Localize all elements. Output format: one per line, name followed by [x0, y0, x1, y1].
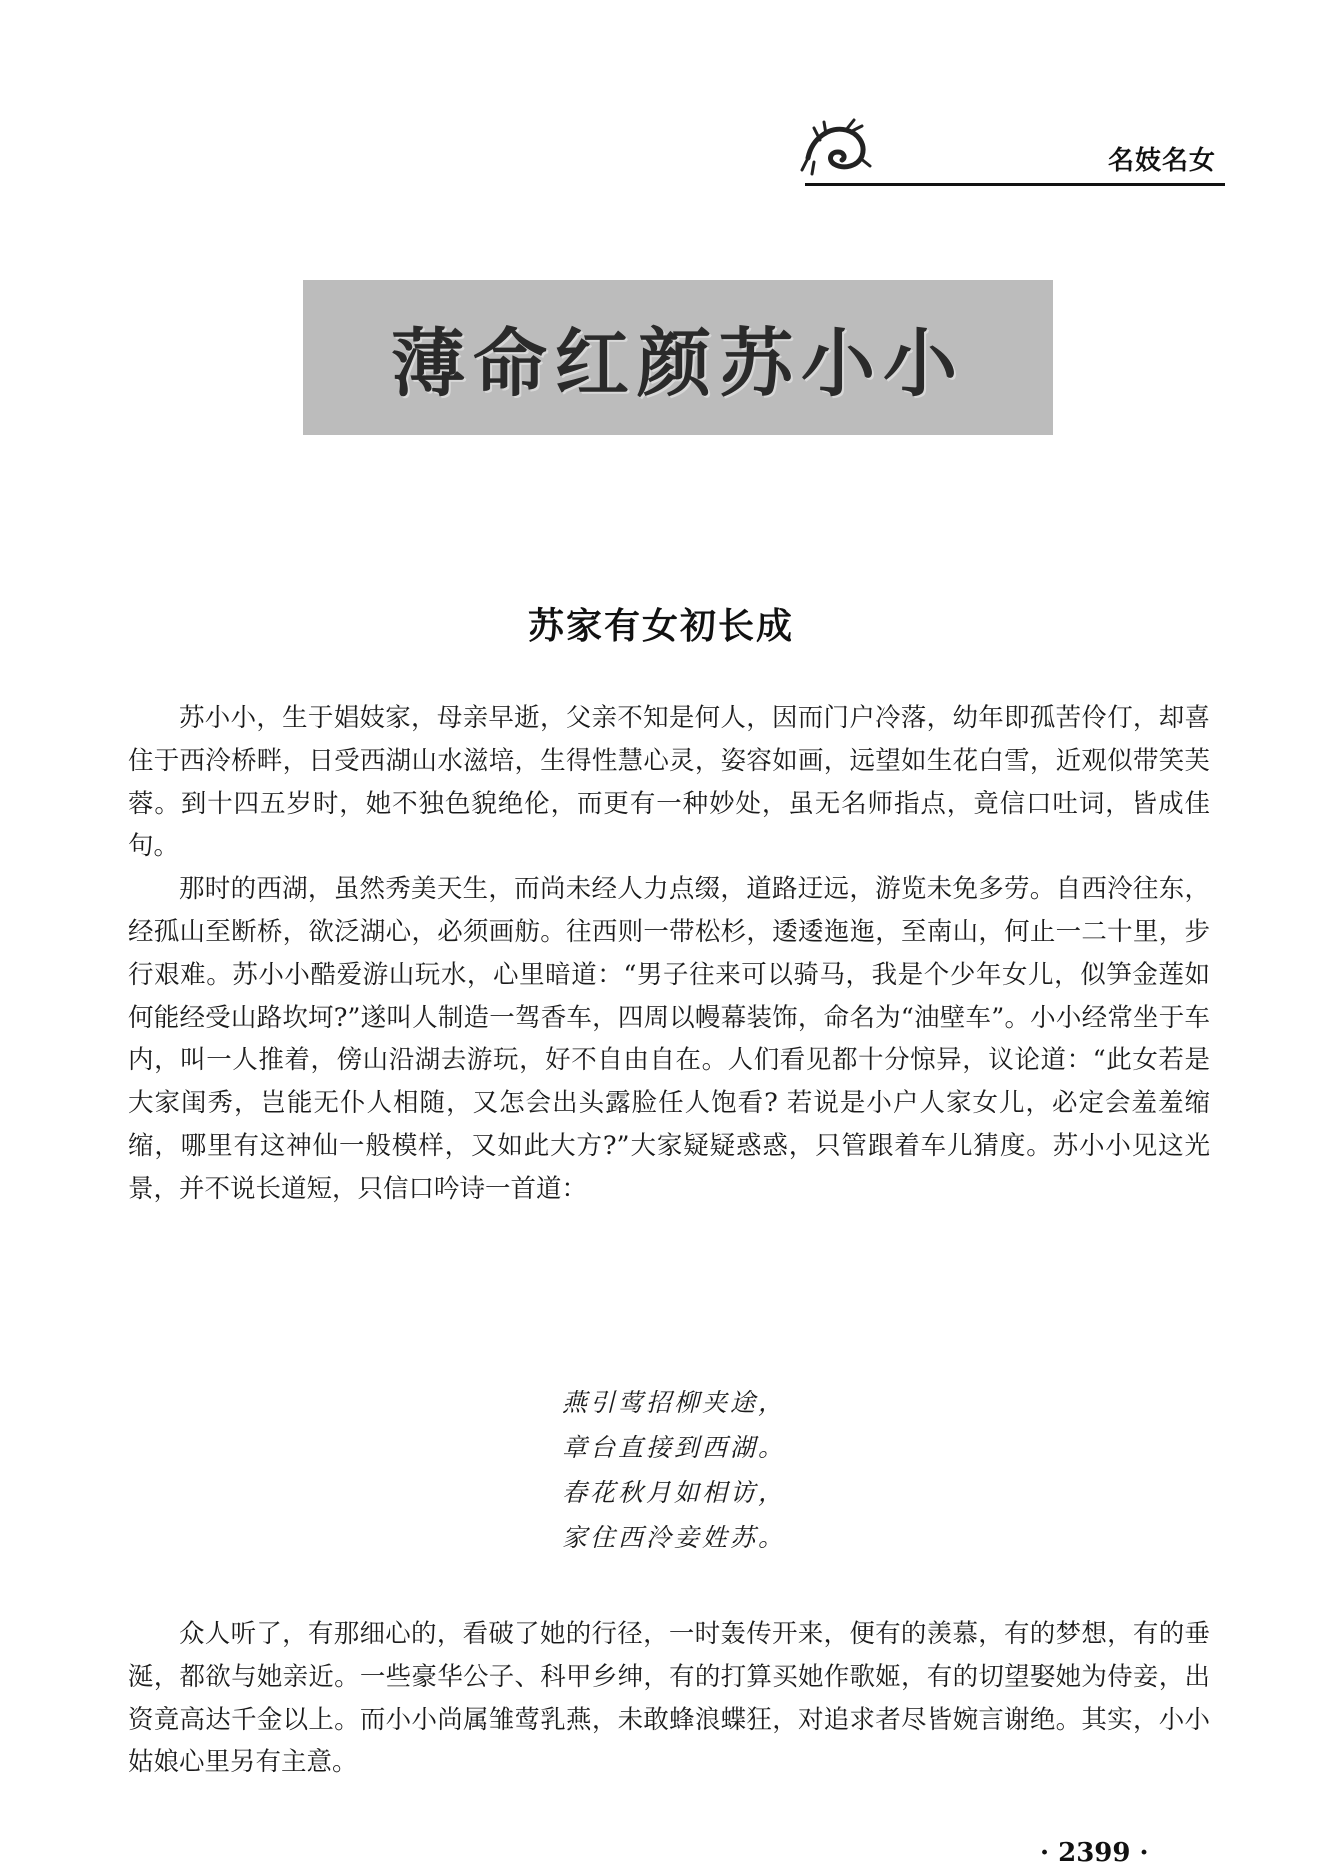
paragraph: 苏小小，生于娼妓家，母亲早逝，父亲不知是何人，因而门户冷落，幼年即孤苦伶仃，却喜住于西泠桥畔，日受西湖山水滋培，生得性慧心灵，姿容如画，远望如生花白雪，近观似带笑芙蓉。到十四五岁时，她不独色貌绝伦，而更有一种妙处，虽无名师指点，竟信口吐词，皆成佳句。	[128, 703, 1210, 862]
poem	[562, 1380, 786, 1560]
article-body	[128, 697, 1210, 1211]
section-category-title: 名妓名女	[1108, 146, 1217, 176]
page-number: · 2399 ·	[1040, 1838, 1149, 1868]
header-rule	[805, 183, 1225, 186]
section-heading: 苏家有女初长成	[527, 606, 794, 647]
article-title-banner	[303, 280, 1053, 435]
poem-line: 燕引莺招柳夹途，	[562, 1388, 787, 1417]
dragon-emblem-icon	[800, 118, 872, 176]
paragraph: 那时的西湖，虽然秀美天生，而尚未经人力点缀，道路迂远，游览未免多劳。自西泠往东，经孤山至断桥，欲泛湖心，必须画舫。往西则一带松杉，逶逶迤迤，至南山，何止一二十里，步行艰难。苏小小酷爱游山玩水，心里暗道：“男子往来可以骑马，我是个少年女儿，似笋金莲如何能经受山路坎坷?”遂叫人制造一驾香车，四周以幔幕装饰，命名为“油壁车”。小小经常坐于车内，叫一人推着，傍山沿湖去游玩，好不自由自在。人们看见都十分惊异，议论道：“此女若是大家闺秀，岂能无仆人相随，又怎会出头露脸任人饱看? 若说是小户人家女儿，必定会羞羞缩缩，哪里有这神仙一般模样，又如此大方?”大家疑疑惑惑，只管跟着车儿猜度。苏小小见这光景，并不说长道短，只信口吟诗一首道：	[128, 874, 1210, 1204]
poem-line: 春花秋月如相访，	[562, 1478, 787, 1507]
poem-line: 章台直接到西湖。	[562, 1433, 787, 1462]
poem-line: 家住西泠妾姓苏。	[562, 1523, 787, 1552]
paragraph: 众人听了，有那细心的，看破了她的行径，一时轰传开来，便有的羡慕，有的梦想，有的垂涎，都欲与她亲近。一些豪华公子、科甲乡绅，有的打算买她作歌姬，有的切望娶她为侍妾，出资竟高达千金以上。而小小尚属雏莺乳燕，未敢蜂浪蝶狂，对追求者尽皆婉言谢绝。其实，小小姑娘心里另有主意。	[128, 1619, 1210, 1778]
article-title: 薄命红颜苏小小	[391, 320, 965, 407]
article-body-continued	[128, 1613, 1210, 1784]
